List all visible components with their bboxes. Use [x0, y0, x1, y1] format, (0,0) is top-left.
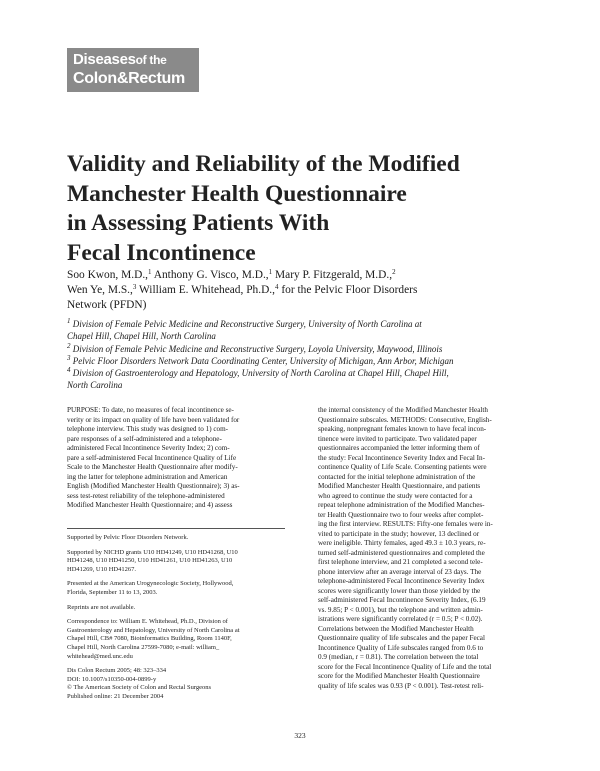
abstract-line: istrations were significantly correlated (r = 0.5; P < 0.02).: [318, 615, 483, 623]
abstract-line: ter Health Questionnaire two to four weeks after complet-: [318, 510, 484, 519]
abstract-line: vs. 9.85; P < 0.001), but the telephone and written admin-: [318, 605, 483, 614]
footnote-line: DOI: 10.1007/s10350-004-0899-y: [67, 675, 157, 683]
abstract-line: turned self-administered questionnaires and completed the: [318, 548, 485, 557]
abstract-line: Correlations between the Modified Manchester Health: [318, 624, 474, 633]
footnote-line: Supported by Pelvic Floor Disorders Network.: [67, 534, 189, 541]
abstract-line: Modified Manchester Health Questionnaire; and 4) assess: [67, 501, 233, 509]
journal-logo-main: Diseases: [73, 51, 136, 68]
abstract-left-column: [67, 406, 285, 511]
journal-logo-line1: [73, 51, 193, 69]
abstract-line: pare responses of a self-administered and a telephone-: [67, 434, 222, 443]
affiliation-number: 1: [67, 317, 71, 325]
affiliation-line: Chapel Hill, Chapel Hill, North Carolina: [67, 331, 216, 342]
title-line: Validity and Reliability of the Modified: [67, 151, 460, 177]
title-line: in Assessing Patients With: [67, 210, 330, 236]
abstract-line: speaking, nonpregnant females known to have fecal incon-: [318, 425, 487, 433]
author-name: Wen Ye, M.S.,: [67, 284, 133, 296]
abstract-line: ing the latter for telephone administration and American: [67, 472, 228, 481]
footnote-line: Presented at the American Urogynecologic Society, Hollywood,: [67, 580, 234, 588]
footnote-line: Supported by NICHD grants U10 HD41249, U10 HD41268, U10: [67, 548, 238, 556]
author-affil-mark: 1: [268, 268, 273, 276]
footnote-line: Florida, September 11 to 13, 2003.: [67, 588, 158, 596]
abstract-line: who agreed to continue the study were contacted for a: [318, 491, 473, 500]
affiliation-number: 3: [67, 353, 71, 362]
author-group: for the Pelvic Floor Disorders: [278, 284, 418, 296]
footnote-line: Reprints are not available.: [67, 603, 136, 611]
author-line: [67, 268, 537, 283]
author-name: Soo Kwon, M.D.,: [67, 269, 149, 281]
abstract-line: score for the Modified Manchester Health Questionnaire: [318, 672, 480, 680]
affiliation-text: Pelvic Floor Disorders Network Data Coordinating Center, University of Michigan, Ann Arbor, Michigan: [72, 355, 454, 366]
author-affil-mark: 4: [275, 283, 279, 291]
abstract-line: pare a self-administered Fecal Incontinence Quality of Life: [67, 453, 237, 462]
abstract-line: quality of life scales was 0.93 (P < 0.001). Test-retest reli-: [318, 681, 484, 690]
abstract-line: first telephone interview, and 21 completed a second tele-: [318, 558, 483, 566]
abstract-line: Questionnaire quality of life subscales and the paper Fecal: [318, 634, 485, 642]
author-name: William E. Whitehead, Ph.D.,: [136, 284, 275, 296]
journal-logo: [67, 48, 199, 92]
footnote-line: Published online: 21 December 2004: [67, 692, 164, 700]
affiliation-line: [67, 367, 537, 379]
author-name: Anthony G. Visco, M.D.,: [151, 269, 269, 281]
abstract-line: telephone interview. This study was designed to 1) com-: [67, 425, 229, 433]
author-line: Network (PFDN): [67, 299, 147, 311]
footnote-line: Correspondence to: William E. Whitehead, Ph.D., Division of: [67, 618, 228, 626]
affiliation-line: [67, 343, 537, 355]
affiliation-line: [67, 355, 537, 367]
author-affil-mark: 1: [148, 268, 152, 276]
footnote-line: Dis Colon Rectum 2005; 48: 323–334: [67, 667, 167, 675]
affiliations: [67, 318, 537, 392]
title-line: Manchester Health Questionnaire: [67, 180, 407, 207]
title-line: Fecal Incontinence: [67, 239, 256, 266]
journal-logo-small: of the: [135, 53, 167, 67]
footnote-line: HD41269, U10 HD41267.: [67, 565, 136, 573]
affiliation-text: Division of Female Pelvic Medicine and Reconstructive Surgery, Loyola University, Maywood, Illinois: [72, 343, 443, 354]
footnote-line: HD41248, U10 HD41250, U10 HD41261, U10 HD41263, U10: [67, 557, 233, 565]
abstract-line: repeat telephone administration of the Modified Manches-: [318, 501, 485, 509]
affiliation-line: North Carolina: [67, 380, 123, 391]
author-list: [67, 268, 537, 313]
abstract-line: continence Quality of Life Scale. Consenting patients were: [318, 463, 487, 471]
affiliation-text: Division of Female Pelvic Medicine and Reconstructive Surgery, University of North Carolina at: [72, 319, 422, 329]
footnote-line: whitehead@med.unc.edu: [67, 652, 133, 660]
abstract-line: questionnaires accompanied the letter informing them of: [318, 444, 480, 452]
affiliation-text: Division of Gastroenterology and Hepatology, University of North Carolina at Chapel Hill, Chapel Hill,: [72, 368, 449, 379]
abstract-right-column: [318, 406, 536, 691]
affiliation-number: 4: [67, 366, 71, 375]
abstract-line: Modified Manchester Health Questionnaire, and patients: [318, 482, 481, 490]
footnote-line: Chapel Hill, CB# 7080, Bioinformatics Building, Room 1140F,: [67, 635, 232, 643]
abstract-line: PURPOSE: To date, no measures of fecal incontinence se-: [67, 406, 234, 414]
footnote-line: Chapel Hill, North Carolina 27599-7080; e-mail: william_: [67, 643, 220, 651]
abstract-line: scores were significantly lower than those yielded by the: [318, 586, 481, 595]
footnote-divider: [67, 528, 285, 529]
abstract-line: the study: Fecal Incontinence Severity Index and Fecal In-: [318, 453, 485, 462]
abstract-line: the internal consistency of the Modified Manchester Health: [318, 406, 488, 414]
article-title: [67, 150, 537, 268]
abstract-line: self-administered Fecal Incontinence Severity Index, (6.19: [318, 596, 486, 604]
affiliation-number: 2: [67, 341, 71, 350]
abstract-line: contacted for the initial telephone administration of the: [318, 472, 476, 481]
author-affil-mark: 2: [392, 268, 396, 276]
journal-logo-line2: Colon&Rectum: [73, 70, 185, 87]
abstract-line: Scale to the Manchester Health Questionnaire after modify-: [67, 463, 238, 471]
abstract-line: sess test-retest reliability of the telephone-administered: [67, 491, 225, 500]
author-affil-mark: 3: [132, 283, 137, 291]
author-line: [67, 283, 537, 298]
abstract-line: ing the first interview. RESULTS: Fifty-one females were in-: [318, 520, 493, 528]
abstract-line: were ineligible. Thirty females, aged 49.3 ± 10.3 years, re-: [318, 539, 486, 547]
footnotes: [67, 534, 285, 702]
abstract-line: Incontinence Quality of Life subscales ranged from 0.6 to: [318, 643, 484, 652]
footnote-line: © The American Society of Colon and Rectal Surgeons: [67, 684, 212, 692]
abstract-line: Questionnaire subscales. METHODS: Consecutive, English-: [318, 415, 492, 424]
abstract-line: phone interview after an average interval of 23 days. The: [318, 567, 482, 576]
abstract-line: 0.9 (median, r = 0.81). The correlation between the total: [318, 653, 479, 661]
abstract-line: administered Fecal Incontinence Severity Index; 2) com-: [67, 444, 230, 452]
affiliation-line: [67, 318, 537, 330]
abstract-line: telephone-administered Fecal Incontinence Severity Index: [318, 577, 485, 585]
abstract-line: score for the Fecal Incontinence Quality of Life and the total: [318, 662, 492, 671]
abstract-line: verity or its impact on quality of life have been validated for: [67, 415, 240, 424]
footnote-line: Gastroenterology and Hepatology, University of North Carolina at: [67, 626, 240, 634]
abstract-line: vited to participate in the study; however, 13 declined or: [318, 529, 480, 538]
abstract-line: tinence were invited to participate. Two validated paper: [318, 434, 477, 443]
author-name: Mary P. Fitzgerald, M.D.,: [272, 269, 393, 281]
page-number: 323: [294, 731, 306, 740]
abstract-line: English (Modified Manchester Health Questionnaire); 3) as-: [67, 482, 240, 490]
